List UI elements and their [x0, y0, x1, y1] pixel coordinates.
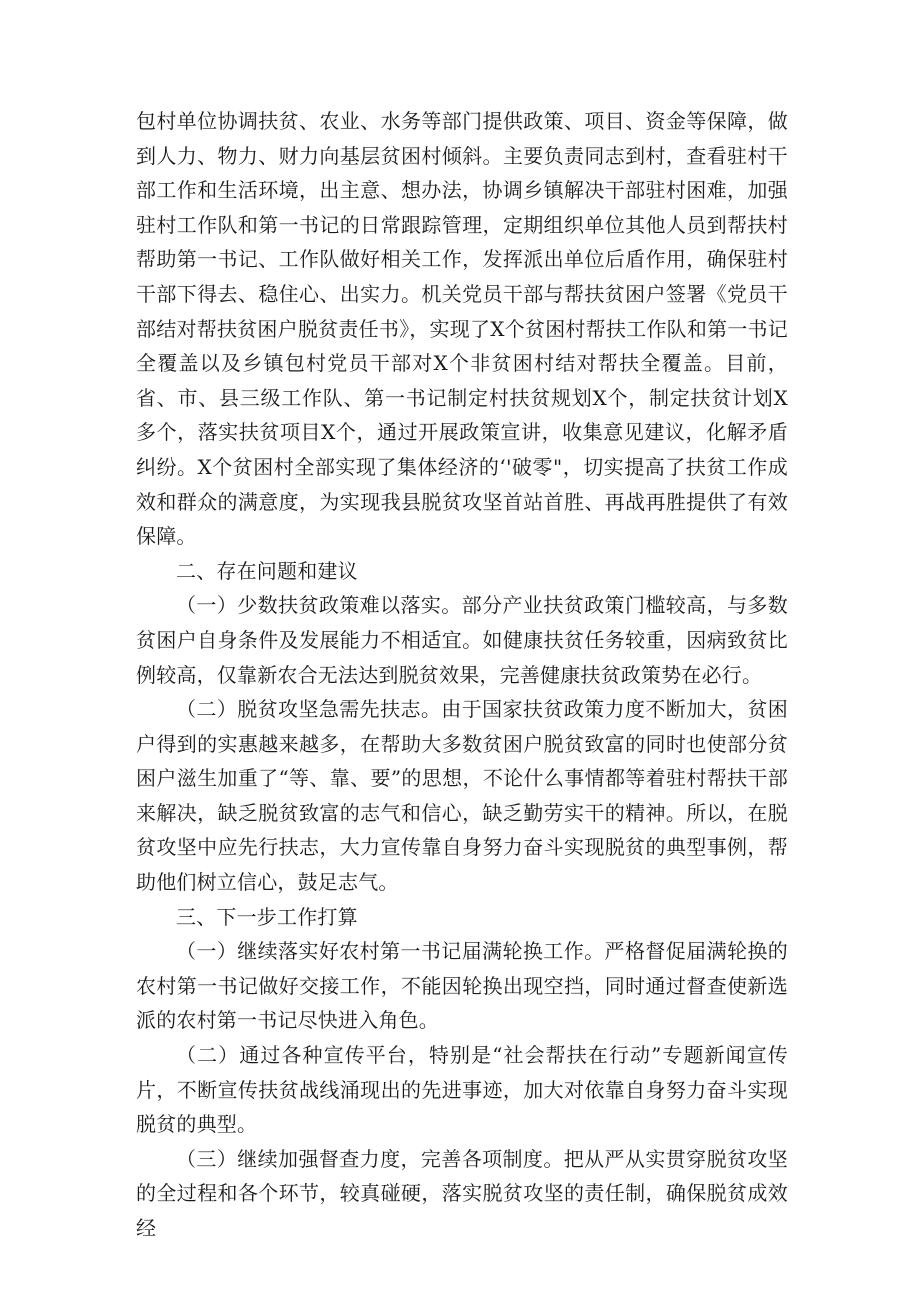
body-paragraph: （二）脱贫攻坚急需先扶志。由于国家扶贫政策力度不断加大，贫困户得到的实惠越来越多，在帮助大多数贫困户脱贫致富的同时也使部分贫困户滋生加重了“等、靠、要”的思想，不论什么事情都等着驻村帮扶干部来解决，缺乏脱贫致富的志气和信心，缺乏勤劳实干的精神。所以，在脱贫攻坚中应先行扶志，大力宣传靠自身努力奋斗实现脱贫的典型事例，帮助他们树立信心，鼓足志气。	[136, 697, 788, 895]
section-heading: 二、存在问题和建议	[176, 558, 358, 583]
body-paragraph: （三）继续加强督查力度，完善各项制度。把从严从实贯穿脱贫攻坚的全过程和各个环节，较真碰硬，落实脱贫攻坚的责任制，确保脱贫成效经	[136, 1146, 788, 1240]
body-paragraph: （一）少数扶贫政策难以落实。部分产业扶贫政策门槛较高，与多数贫困户自身条件及发展能力不相适宜。如健康扶贫任务较重，因病致贫比例较高，仅靠新农合无法达到脱贫效果，完善健康扶贫政策势在必行。	[136, 593, 788, 687]
body-paragraph: 包村单位协调扶贫、农业、水务等部门提供政策、项目、资金等保障，做到人力、物力、财力向基层贫困村倾斜。主要负责同志到村，查看驻村干部工作和生活环境，出主意、想办法，协调乡镇解决干部驻村困难，加强驻村工作队和第一书记的日常跟踪管理，定期组织单位其他人员到帮扶村帮助第一书记、工作队做好相关工作，发挥派出单位后盾作用，确保驻村干部下得去、稳住心、出实力。机关党员干部与帮扶贫困户签署《党员干部结对帮扶贫困户脱贫责任书》，实现了X个贫困村帮扶工作队和第一书记全覆盖以及乡镇包村党员干部对X个非贫困村结对帮扶全覆盖。目前，省、市、县三级工作队、第一书记制定村扶贫规划X个，制定扶贫计划X多个，落实扶贫项目X个，通过开展政策宣讲，收集意见建议，化解矛盾纠纷。X个贫困村全部实现了集体经济的‘'破零"，切实提高了扶贫工作成效和群众的满意度，为实现我县脱贫攻坚首站首胜、再战再胜提供了有效保障。	[136, 109, 788, 549]
body-paragraph: （一）继续落实好农村第一书记届满轮换工作。严格督促届满轮换的农村第一书记做好交接工作，不能因轮换出现空挡，同时通过督查使新选派的农村第一书记尽快进入角色。	[136, 939, 788, 1033]
body-paragraph: （二）通过各种宣传平台，特别是“社会帮扶在行动”专题新闻宣传片，不断宣传扶贫战线涌现出的先进事迹，加大对依靠自身努力奋斗实现脱贫的典型。	[136, 1043, 788, 1137]
document-page	[136, 104, 788, 1246]
section-heading: 三、下一步工作打算	[176, 904, 358, 929]
